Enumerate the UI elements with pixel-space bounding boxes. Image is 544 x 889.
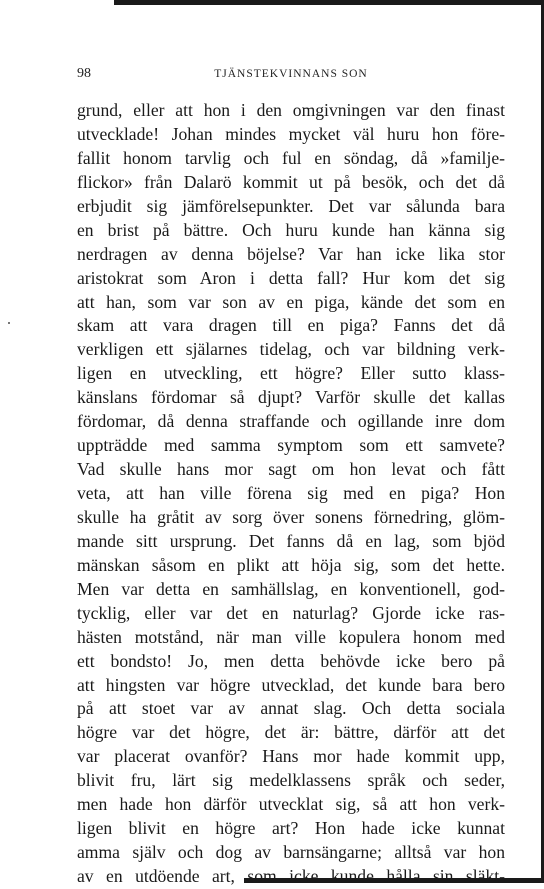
page-number: 98 [77, 66, 91, 81]
text-line: känslans fördomar så djupt? Varför skulle det kallas [77, 387, 505, 408]
text-line: en brist på bättre. Och huru kunde han känna sig [77, 219, 505, 240]
text-line: grund, eller att hon i den omgivningen var den finast [77, 100, 505, 120]
text-line: verkligen ett själarnes tidelag, och var bildning verk- [77, 339, 505, 360]
text-line: tycklig, eller var det en naturlag? Gjorde icke ras- [77, 602, 505, 623]
text-line: fördomar, då denna straffande och ogillande inre dom [77, 411, 505, 432]
text-line: aristokrat som Aron i detta fall? Hur kom det sig [77, 267, 505, 288]
text-line: att han, som var son av en piga, kände det som en [77, 291, 505, 312]
text-line: amma själv och dog av barnsängarne; alltså var hon [77, 842, 505, 863]
text-line: fallit honom tarvlig och ful en söndag, då »familje- [77, 147, 505, 168]
scan-speck [8, 322, 10, 324]
text-line: ligen blivit en högre art? Hon hade icke kunnat [77, 818, 505, 839]
text-line: men hade hon därför utvecklat sig, så att hon verk- [77, 794, 505, 815]
text-line: av en utdöende art, som icke kunde hålla sin släkt- [77, 866, 505, 886]
running-title: TJÄNSTEKVINNANS SON [214, 68, 368, 80]
text-line: Vad skulle hans mor sagt om hon levat och fått [77, 459, 505, 480]
text-line: på att stoet var av annat slag. Och detta sociala [77, 698, 505, 719]
text-line: Men var detta en samhällslag, en konventionell, god- [77, 578, 505, 599]
text-line: uppträdde med samma symptom som ett samvete? [77, 435, 505, 456]
text-line: utvecklade! Johan mindes mycket väl huru hon före- [77, 123, 505, 144]
text-line: skam att vara dragen till en piga? Fanns det då [77, 315, 505, 336]
text-line: ett bondsto! Jo, men detta behövde icke bero på [77, 650, 505, 671]
text-line: var placerat ovanför? Hans mor hade kommit upp, [77, 746, 505, 767]
text-line: skulle ha gråtit av sorg över sonens förnedring, glöm- [77, 506, 505, 527]
text-line: blivit fru, lärt sig medelklassens språk och seder, [77, 770, 505, 791]
text-line: mänskan såsom en plikt att höja sig, som det hette. [77, 554, 505, 575]
scan-border-top [114, 0, 544, 5]
text-line: högre var det högre, det är: bättre, därför att det [77, 722, 505, 743]
text-line: nerdragen av denna böjelse? Var han icke lika stor [77, 243, 505, 264]
body-text [77, 99, 505, 889]
text-line: ligen en utveckling, ett högre? Eller sutto klass- [77, 363, 505, 384]
text-line: flickor» från Dalarö kommit ut på besök, och det då [77, 171, 505, 192]
text-line: erbjudit sig jämförelsepunkter. Det var sålunda bara [77, 195, 505, 216]
text-line: mande sitt ursprung. Det fanns då en lag, som bjöd [77, 530, 505, 551]
page-header [77, 66, 505, 86]
text-line: veta, att han ville förena sig med en piga? Hon [77, 483, 505, 503]
text-line: att hingsten var högre utvecklad, det kunde bara bero [77, 674, 505, 695]
text-line: hästen motstånd, när man ville kopulera honom med [77, 626, 505, 647]
